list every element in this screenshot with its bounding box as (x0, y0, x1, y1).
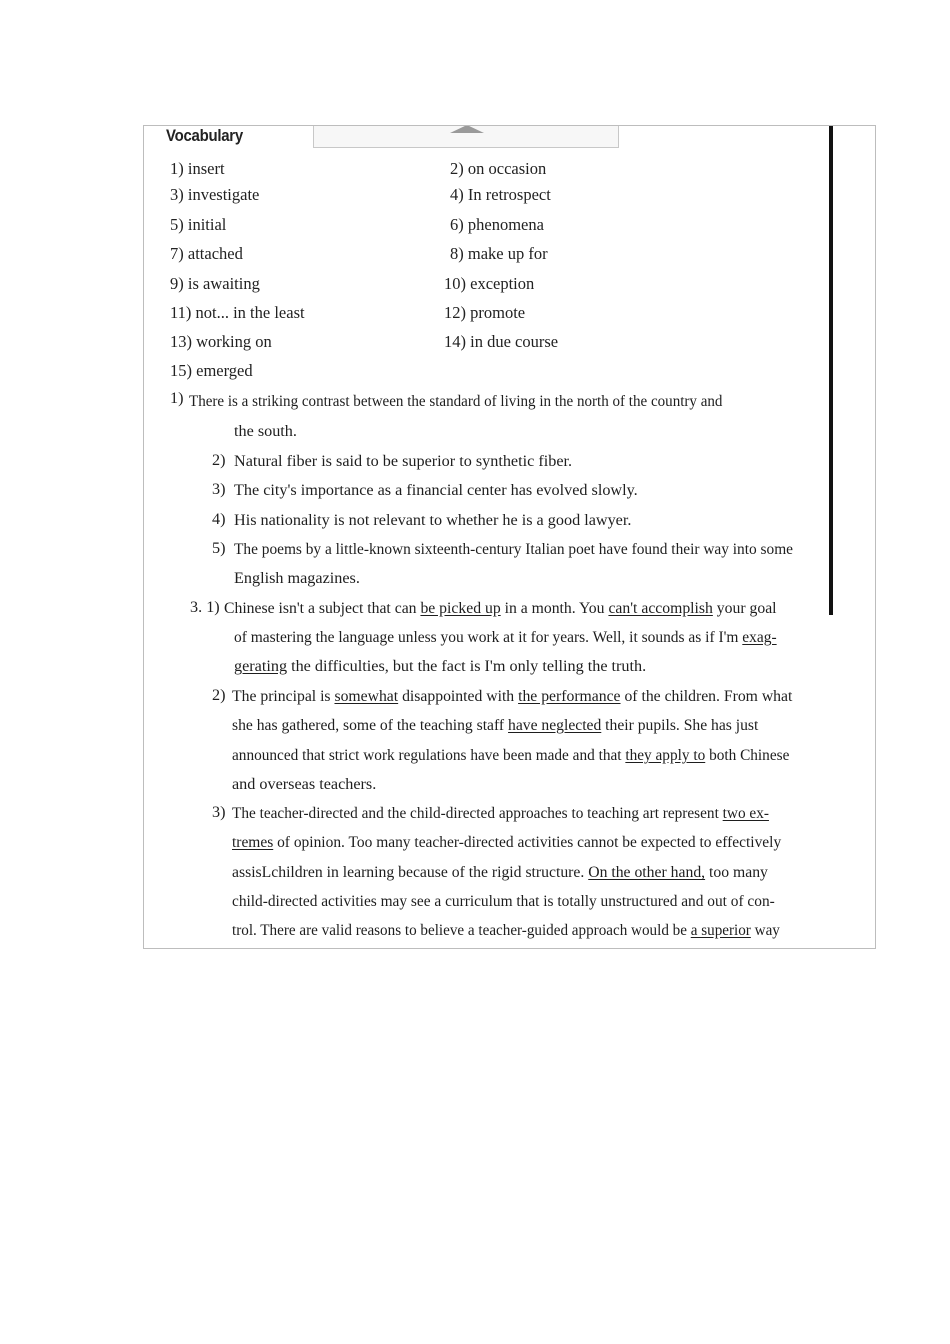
sentence-number: 2) (212, 451, 226, 469)
vocab-item: 10) exception (444, 274, 535, 293)
vocab-item: 12) promote (444, 303, 526, 322)
collapse-tab[interactable] (313, 125, 619, 148)
paragraph-line: gerating the difficulties, but the fact is I'm only telling the truth. (234, 657, 647, 675)
sentence-text: The city's importance as a financial center has evolved slowly. (234, 481, 638, 499)
paragraph-line: Chinese isn't a subject that can be picked up in a month. You can't accomplish your goal (224, 599, 777, 617)
section-heading: Vocabulary (166, 126, 243, 145)
vocab-item: 7) attached (170, 244, 243, 263)
sentence-text: Natural fiber is said to be superior to synthetic fiber. (234, 452, 573, 470)
vocab-item: 6) phenomena (450, 215, 544, 234)
vocab-item: 9) is awaiting (170, 274, 260, 293)
section-number: 3. 1) (190, 598, 220, 616)
paragraph-line: of mastering the language unless you work at it for years. Well, it sounds as if I'm exag- (234, 628, 777, 646)
vocab-item: 2) on occasion (450, 159, 547, 178)
paragraph-line: she has gathered, some of the teaching staff have neglected their pupils. She has just (232, 716, 759, 734)
paragraph-number: 3) (212, 803, 226, 821)
sentence-number: 4) (212, 510, 226, 528)
sentence-text: the south. (234, 422, 297, 440)
sentence-text: His nationality is not relevant to whether he is a good lawyer. (234, 511, 632, 529)
sentence-text: The poems by a little-known sixteenth-century Italian poet have found their way into some (234, 540, 794, 558)
sentence-number: 1) (170, 389, 184, 407)
document-page (143, 125, 876, 949)
sentence-number: 5) (212, 539, 226, 557)
sentence-number: 3) (212, 480, 226, 498)
paragraph-line: announced that strict work regulations have been made and that they apply to both Chinese (232, 746, 790, 764)
vocab-item: 14) in due course (444, 332, 559, 351)
vocab-item: 8) make up for (450, 244, 548, 263)
vocab-item: 15) emerged (170, 361, 253, 380)
sentence-text: There is a striking contrast between the standard of living in the north of the country and (189, 392, 723, 410)
paragraph-line: tremes of opinion. Too many teacher-directed activities cannot be expected to effectively (232, 833, 782, 851)
paragraph-line: The principal is somewhat disappointed with the performance of the children. From what (232, 687, 793, 705)
paragraph-line: trol. There are valid reasons to believe a teacher-guided approach would be a superior way (232, 921, 780, 939)
scrollbar[interactable] (829, 126, 833, 615)
sentence-text: English magazines. (234, 569, 360, 587)
triangle-up-icon[interactable] (450, 125, 484, 133)
paragraph-number: 2) (212, 686, 226, 704)
vocab-item: 1) insert (170, 159, 225, 178)
paragraph-line: The teacher-directed and the child-directed approaches to teaching art represent two ex- (232, 804, 769, 822)
paragraph-line: and overseas teachers. (232, 775, 377, 793)
paragraph-line: child-directed activities may see a curriculum that is totally unstructured and out of con- (232, 892, 775, 910)
vocab-item: 11) not... in the least (170, 303, 305, 322)
vocab-item: 13) working on (170, 332, 272, 351)
vocab-item: 4) In retrospect (450, 185, 551, 204)
vocab-item: 3) investigate (170, 185, 260, 204)
paragraph-line: assisLchildren in learning because of the rigid structure. On the other hand, too many (232, 863, 768, 881)
vocab-item: 5) initial (170, 215, 227, 234)
